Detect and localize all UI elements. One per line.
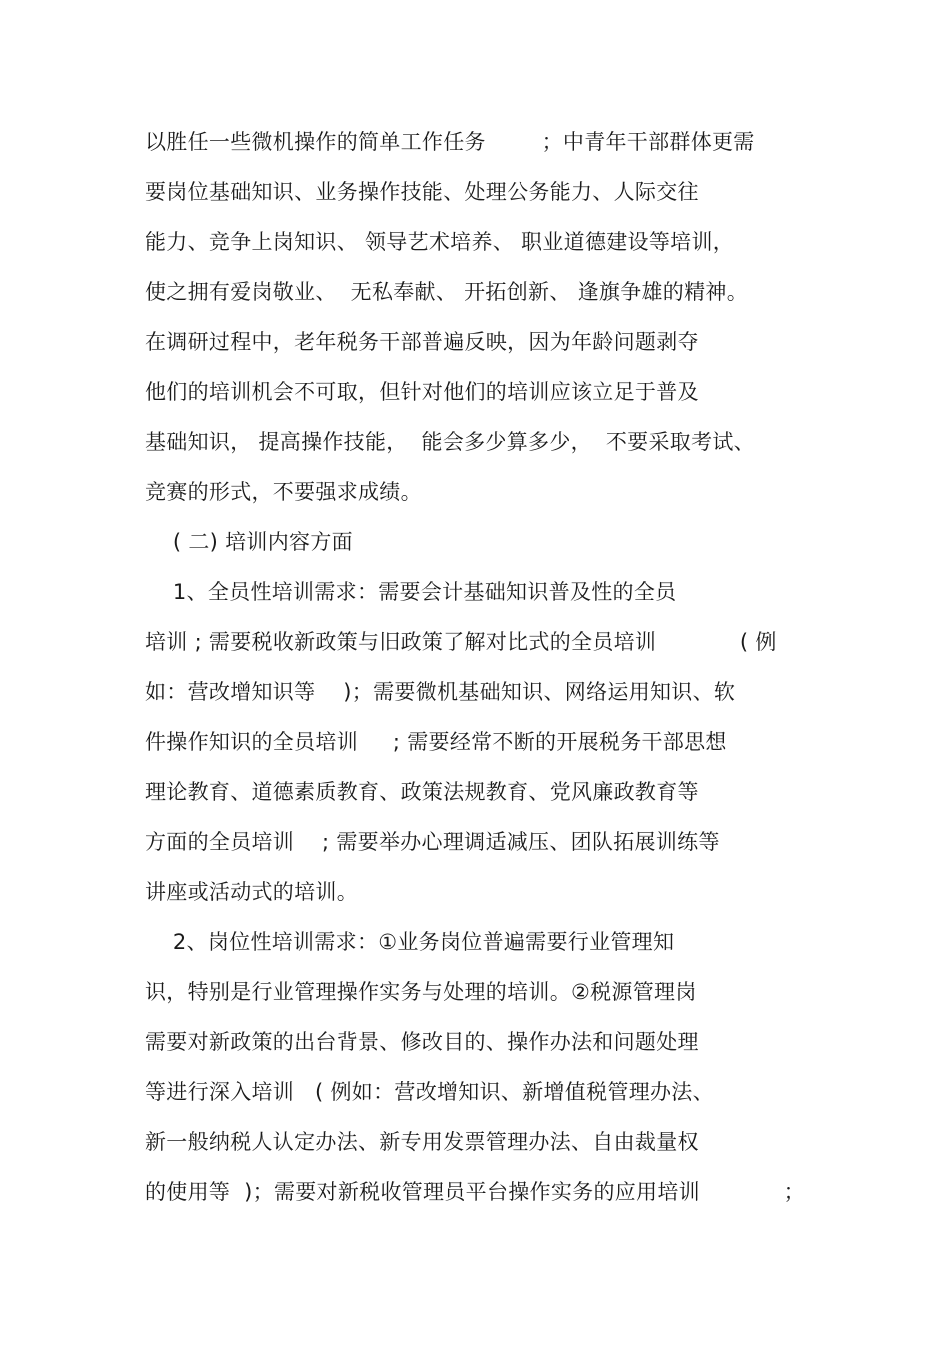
text-line: 新一般纳税人认定办法、新专用发票管理办法、自由裁量权 [145,1130,699,1154]
text-line: 能力、竞争上岗知识、 领导艺术培养、 职业道德建设等培训， [145,230,735,254]
text-line: 他们的培训机会不可取，但针对他们的培训应该立足于普及 [145,380,699,404]
text-line: 方面的全员培训 ; 需要举办心理调适减压、团队拓展训练等 [145,830,720,854]
text-line: 以胜任一些微机操作的简单工作任务 ；中青年干部群体更需 [145,130,755,154]
text-line: 识，特别是行业管理操作实务与处理的培训。②税源管理岗 [145,980,697,1004]
text-line: 培训 ; 需要税收新政策与旧政策了解对比式的全员培训 ( 例 [145,630,777,654]
text-line: 理论教育、道德素质教育、政策法规教育、党风廉政教育等 [145,780,699,804]
text-line: 讲座或活动式的培训。 [145,880,358,904]
text-line: 件操作知识的全员培训 ; 需要经常不断的开展税务干部思想 [145,730,727,754]
section-heading: ( 二) 培训内容方面 [145,530,353,554]
text-line: 等进行深入培训 ( 例如：营改增知识、新增值税管理办法、 [145,1080,714,1104]
text-line: 1、全员性培训需求：需要会计基础知识普及性的全员 [145,580,677,604]
text-line: 2、岗位性培训需求：①业务岗位普遍需要行业管理知 [145,930,675,954]
text-line: 需要对新政策的出台背景、修改目的、操作办法和问题处理 [145,1030,699,1054]
text-line: 使之拥有爱岗敬业、 无私奉献、 开拓创新、 逢旗争雄的精神。 [145,280,748,304]
text-line: 基础知识， 提高操作技能， 能会多少算多少， 不要采取考试、 [145,430,755,454]
text-line: 如：营改增知识等 )；需要微机基础知识、网络运用知识、软 [145,680,736,704]
text-line: 竞赛的形式，不要强求成绩。 [145,480,422,504]
text-line: 在调研过程中，老年税务干部普遍反映，因为年龄问题剥夺 [145,330,699,354]
text-line: 的使用等 )；需要对新税收管理员平台操作实务的应用培训 ； [145,1180,805,1204]
text-line: 要岗位基础知识、业务操作技能、处理公务能力、人际交往 [145,180,699,204]
